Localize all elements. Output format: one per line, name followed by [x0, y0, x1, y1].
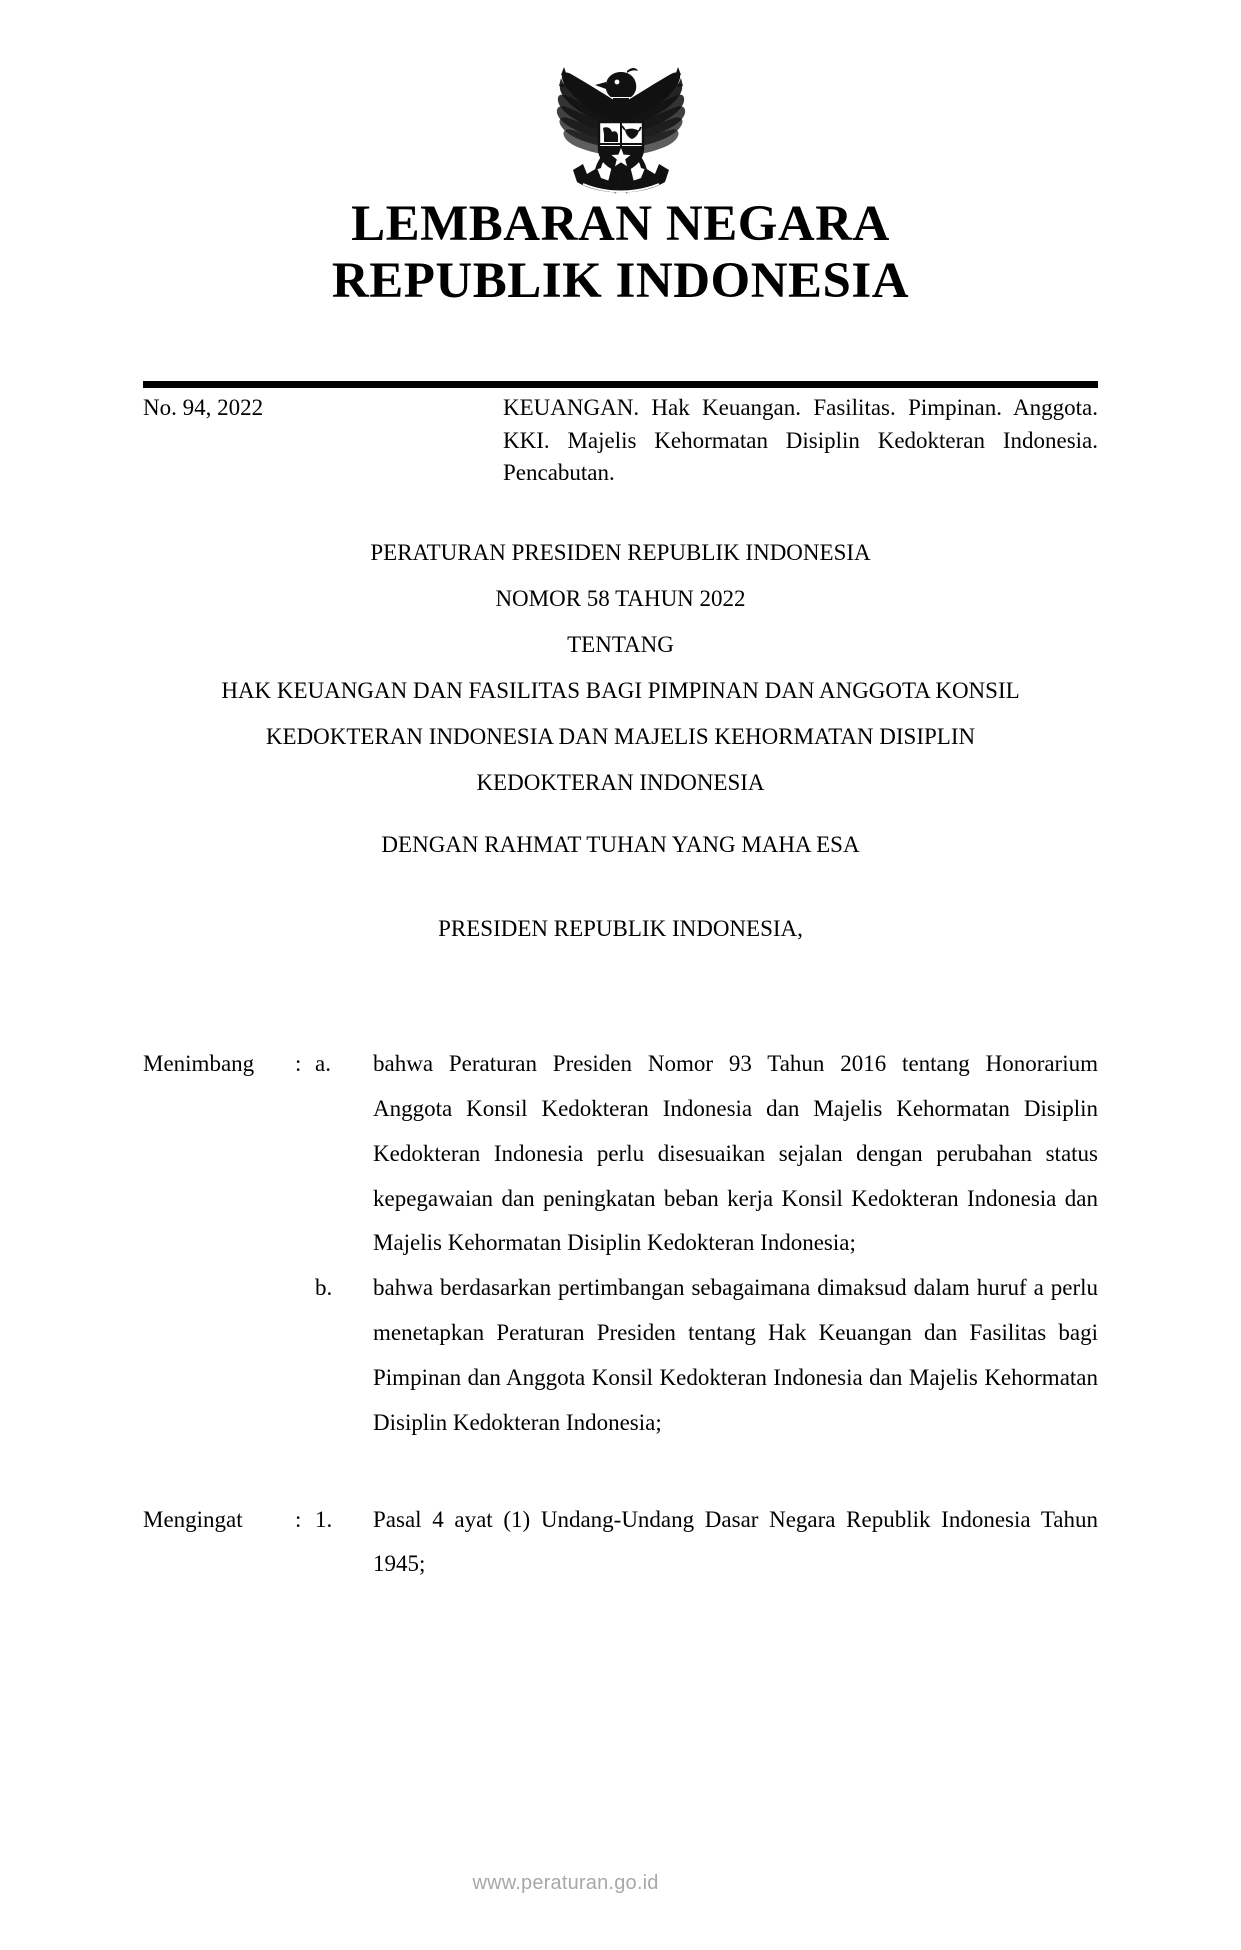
- clause-item-marker: b.: [315, 1275, 333, 1301]
- clause-group-menimbang: [143, 1042, 1098, 1446]
- masthead-title: [143, 196, 1098, 310]
- gazette-keywords: KEUANGAN. Hak Keuangan. Fasilitas. Pimpinan. Anggota. KKI. Majelis Kehormatan Disiplin Kedokteran Indonesia. Pencabutan.: [503, 395, 1098, 486]
- clause-items-mengingat: [315, 1498, 1098, 1588]
- invocation-line: DENGAN RAHMAT TUHAN YANG MAHA ESA: [381, 832, 860, 857]
- gazette-header-row: [143, 392, 1098, 490]
- title-line-1: PERATURAN PRESIDEN REPUBLIK INDONESIA: [370, 540, 871, 565]
- footer-url: www.peraturan.go.id: [472, 1872, 659, 1894]
- clause-items-menimbang: [315, 1042, 1098, 1446]
- clause-item-marker: a.: [315, 1051, 331, 1076]
- clause-item-text: bahwa berdasarkan pertimbangan sebagaimana dimaksud dalam huruf a perlu menetapkan Peraturan Presiden tentang Hak Keuangan dan Fasilitas bagi Pimpinan dan Anggota Konsil Kedokteran Indonesia dan Majelis Kehormatan Disiplin Kedokteran Indonesia;: [373, 1275, 1098, 1435]
- clause-label-mengingat: Mengingat: [143, 1506, 243, 1532]
- clause-item-text: Pasal 4 ayat (1) Undang-Undang Dasar Negara Republik Indonesia Tahun 1945;: [373, 1506, 1098, 1577]
- title-line-2: NOMOR 58 TAHUN 2022: [495, 586, 746, 611]
- title-line-6: KEDOKTERAN INDONESIA: [476, 770, 765, 795]
- title-line-4: HAK KEUANGAN DAN FASILITAS BAGI PIMPINAN DAN ANGGOTA KONSIL: [221, 678, 1020, 703]
- title-line-3: TENTANG: [567, 632, 674, 657]
- clause-colon-mengingat: :: [295, 1506, 302, 1532]
- masthead-line-2: REPUBLIK INDONESIA: [331, 253, 910, 310]
- gazette-number: No. 94, 2022: [143, 395, 264, 420]
- emblem-container: [0, 58, 1241, 204]
- masthead-line-1: LEMBARAN NEGARA: [351, 196, 890, 252]
- clause-colon-menimbang: :: [295, 1051, 302, 1076]
- clause-group-mengingat: [143, 1498, 1098, 1588]
- presiden-line: PRESIDEN REPUBLIK INDONESIA,: [438, 916, 803, 941]
- footer: [0, 1872, 1241, 1895]
- masthead-divider: [143, 381, 1098, 388]
- title-line-5: KEDOKTERAN INDONESIA DAN MAJELIS KEHORMATAN DISIPLIN: [265, 724, 976, 749]
- clause-item: [315, 1042, 1098, 1266]
- clause-label-menimbang: Menimbang: [143, 1051, 255, 1076]
- clause-item-text: bahwa Peraturan Presiden Nomor 93 Tahun 2016 tentang Honorarium Anggota Konsil Kedokteran Indonesia dan Majelis Kehormatan Disiplin Kedokteran Indonesia perlu disesuaikan sejalan dengan perubahan status kepegawaian dan peningkatan beban kerja Konsil Kedokteran Indonesia dan Majelis Kehormatan Disiplin Kedokteran Indonesia;: [373, 1051, 1098, 1256]
- clause-item-marker: 1.: [315, 1506, 333, 1532]
- clauses-section: [143, 1042, 1098, 1587]
- regulation-title-block: [143, 530, 1098, 806]
- clause-item: [315, 1498, 1098, 1588]
- clause-item: [315, 1266, 1098, 1445]
- garuda-pancasila-icon: [539, 58, 703, 204]
